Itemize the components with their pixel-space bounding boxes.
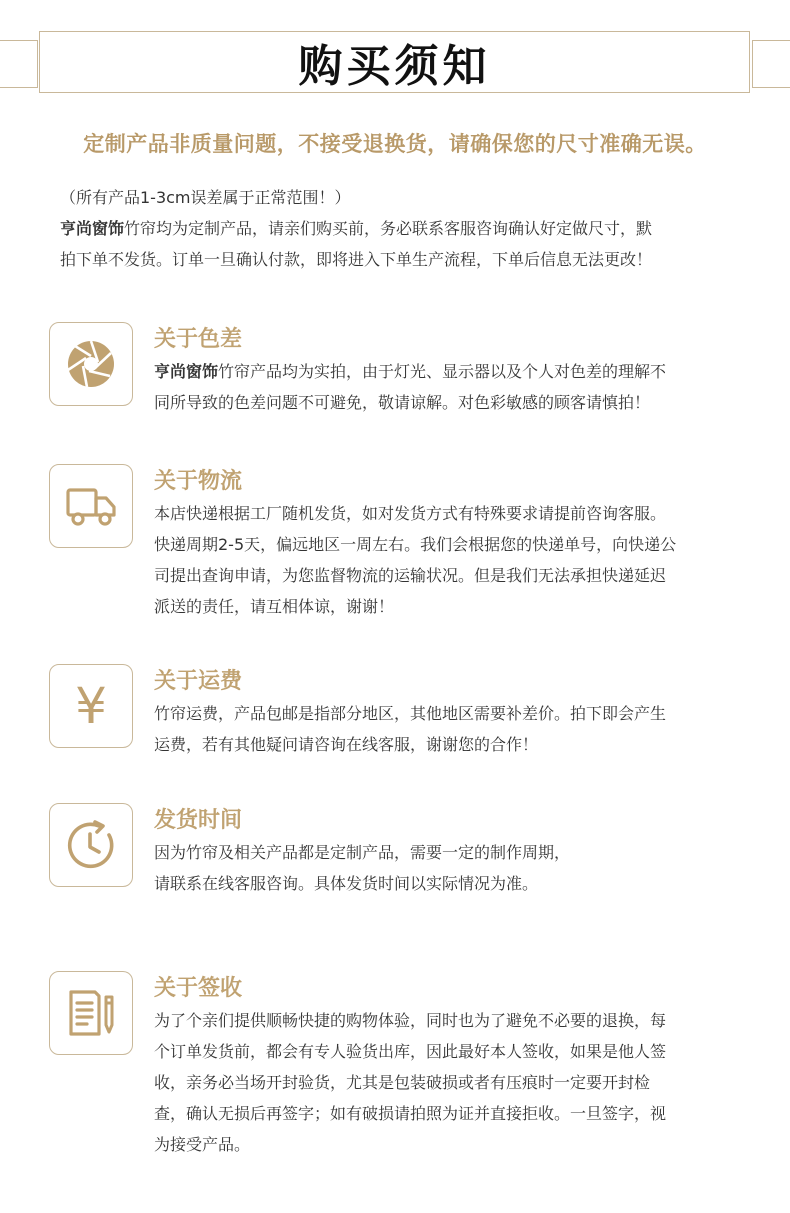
section-body <box>154 1005 744 1160</box>
section-line: 运费，若有其他疑问请咨询在线客服，谢谢您的合作！ <box>154 735 539 754</box>
section-line <box>154 356 744 387</box>
brand-name: 亨尚窗饰 <box>60 219 125 238</box>
section-title: 关于签收 <box>154 976 243 1001</box>
title-left-ornament <box>0 40 38 88</box>
section-line: 快递周期2-5天，偏远地区一周左右。我们会根据您的快递单号，向快递公 <box>154 535 677 554</box>
document-pen-icon <box>65 987 117 1039</box>
section-line: 收，亲务必当场开封验货，尤其是包装破损或者有压痕时一定要开封检 <box>154 1073 651 1092</box>
section-icon-frame <box>49 464 133 548</box>
intro-line-2-text: 竹帘均为定制产品，请亲们购买前，务必联系客服咨询确认好定做尺寸，默 <box>124 219 653 238</box>
aperture-icon <box>65 338 117 390</box>
section-line: 本店快递根据工厂随机发货，如对发货方式有特殊要求请提前咨询客服。 <box>154 504 667 523</box>
section-icon-frame <box>49 664 133 748</box>
section-line: 司提出查询申请，为您监督物流的运输状况。但是我们无法承担快递延迟 <box>154 566 667 585</box>
section-line-text: 竹帘产品均为实拍，由于灯光、显示器以及个人对色差的理解不 <box>218 362 667 381</box>
truck-icon <box>65 480 117 532</box>
clock-icon <box>65 819 117 871</box>
section-line: 查，确认无损后再签字；如有破损请拍照为证并直接拒收。一旦签字，视 <box>154 1104 667 1123</box>
intro-text <box>60 182 740 275</box>
section-line: 为了个亲们提供顺畅快捷的购物体验，同时也为了避免不必要的退换，每 <box>154 1011 667 1030</box>
section-line: 因为竹帘及相关产品都是定制产品，需要一定的制作周期， <box>154 843 571 862</box>
section-icon-frame <box>49 322 133 406</box>
section-line: 同所导致的色差问题不可避免，敬请谅解。对色彩敏感的顾客请慎拍！ <box>154 393 651 412</box>
section-line: 竹帘运费，产品包邮是指部分地区，其他地区需要补差价。拍下即会产生 <box>154 704 667 723</box>
section-line: 个订单发货前，都会有专人验货出库，因此最好本人签收，如果是他人签 <box>154 1042 667 1061</box>
title-banner <box>0 0 790 110</box>
return-policy-notice: 定制产品非质量问题，不接受退换货，请确保您的尺寸准确无误。 <box>83 132 707 156</box>
section-line: 派送的责任，请互相体谅，谢谢！ <box>154 597 395 616</box>
section-title: 发货时间 <box>154 808 243 833</box>
section-body <box>154 498 744 622</box>
section-body <box>154 356 744 418</box>
section-body <box>154 698 744 760</box>
page-title: 购买须知 <box>298 41 491 92</box>
title-right-ornament <box>752 40 790 88</box>
intro-line-2 <box>60 213 740 244</box>
section-title: 关于物流 <box>154 469 243 494</box>
intro-line-3: 拍下单不发货。订单一旦确认付款，即将进入下单生产流程，下单后信息无法更改！ <box>60 250 653 269</box>
section-icon-frame <box>49 971 133 1055</box>
section-icon-frame <box>49 803 133 887</box>
section-title: 关于色差 <box>154 327 243 352</box>
title-frame <box>39 31 750 93</box>
yen-icon: ¥ <box>75 677 107 735</box>
tolerance-note: （所有产品1-3cm误差属于正常范围！） <box>60 188 351 207</box>
brand-name: 亨尚窗饰 <box>154 362 219 381</box>
section-line: 请联系在线客服咨询。具体发货时间以实际情况为准。 <box>154 874 539 893</box>
section-title: 关于运费 <box>154 669 243 694</box>
section-body <box>154 837 744 899</box>
section-line: 为接受产品。 <box>154 1135 251 1154</box>
